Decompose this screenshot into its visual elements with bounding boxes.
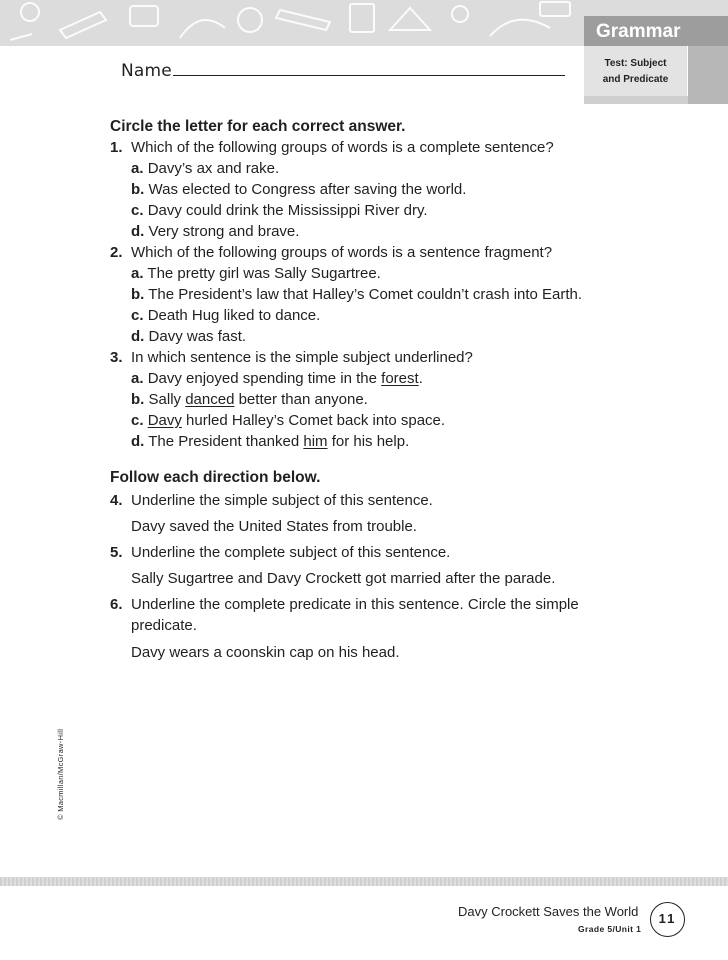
name-line[interactable] [173,75,565,76]
option-letter: d. [131,223,145,240]
test-title-line1: Test: Subject [604,58,667,69]
option-letter: a. [131,370,144,387]
option-text-post: . [418,370,423,387]
question-text-line2: predicate. [131,617,197,634]
question-4 [110,490,670,511]
tab-shadow-bottom [584,96,728,104]
answer-option[interactable] [131,284,670,305]
question-number: 6. [110,596,123,613]
test-title-line2: and Predicate [602,74,669,85]
option-letter: d. [131,433,145,450]
worksheet-content [110,116,670,663]
question-1 [110,137,670,158]
copyright-notice: © Macmillan/McGraw-Hill [56,728,65,820]
name-label: Name [121,61,172,81]
question-text: Which of the following groups of words is a sentence fragment? [131,244,553,261]
answer-option[interactable] [131,158,670,179]
answer-option[interactable] [131,221,670,242]
option-text-post: for his help. [327,433,410,450]
answer-option[interactable] [131,326,670,347]
question-5 [110,542,670,563]
answer-option[interactable] [131,305,670,326]
option-letter: a. [131,265,144,282]
option-text: Very strong and brave. [148,223,300,240]
answer-option[interactable] [131,389,670,410]
question-6 [110,594,670,636]
option-text: Davy’s ax and rake. [147,160,280,177]
option-letter: a. [131,160,144,177]
school-doodles-pattern [0,0,584,46]
option-letter: d. [131,328,145,345]
question-text: Which of the following groups of words is a complete sentence? [131,139,554,156]
question-number: 3. [110,349,123,366]
option-letter: c. [131,307,144,324]
page-number: 11 [650,902,685,937]
question-text: Underline the simple subject of this sentence. [131,492,433,509]
answer-option[interactable] [131,410,670,431]
grade-unit: Grade 5/Unit 1 [578,924,642,934]
option-letter: b. [131,181,145,198]
underlined-word: danced [185,391,235,408]
option-text: Death Hug liked to dance. [147,307,321,324]
option-letter: c. [131,412,144,429]
option-text-post: better than anyone. [234,391,368,408]
option-text-pre: The President thanked [148,433,304,450]
test-title-box [584,46,687,96]
option-text-post: hurled Halley’s Comet back into space. [181,412,446,429]
question-number: 4. [110,492,123,509]
question-number: 1. [110,139,123,156]
question-number: 2. [110,244,123,261]
subject-tab: Grammar [584,16,728,46]
underlined-word: Davy [147,412,182,429]
underlined-word: forest [381,370,419,387]
option-text: Was elected to Congress after saving the world. [148,181,467,198]
question-3 [110,347,670,368]
option-text: Davy was fast. [148,328,247,345]
answer-option[interactable] [131,431,670,452]
answer-option[interactable] [131,179,670,200]
question-2 [110,242,670,263]
option-text-pre: Sally [148,391,186,408]
option-text: The pretty girl was Sally Sugartree. [147,265,381,282]
question-text: In which sentence is the simple subject underlined? [131,349,473,366]
exercise-sentence[interactable]: Davy saved the United States from trouble. [131,518,417,535]
underlined-word: him [303,433,328,450]
section1-heading: Circle the letter for each correct answer. [110,118,406,135]
question-text: Underline the complete subject of this sentence. [131,544,451,561]
footer-band [0,877,728,886]
option-text: Davy could drink the Mississippi River dry. [147,202,428,219]
exercise-sentence[interactable]: Sally Sugartree and Davy Crockett got married after the parade. [131,570,556,587]
answer-option[interactable] [131,200,670,221]
answer-option[interactable] [131,368,670,389]
option-letter: b. [131,391,145,408]
question-text-line1: Underline the complete predicate in this sentence. Circle the simple [131,596,579,613]
option-letter: c. [131,202,144,219]
question-number: 5. [110,544,123,561]
option-text-pre: Davy enjoyed spending time in the [147,370,382,387]
story-title: Davy Crockett Saves the World [458,904,639,919]
option-letter: b. [131,286,145,303]
answer-option[interactable] [131,263,670,284]
question-text [131,594,670,636]
section2-heading: Follow each direction below. [110,469,321,486]
option-text: The President’s law that Halley’s Comet couldn’t crash into Earth. [148,286,583,303]
exercise-sentence[interactable]: Davy wears a coonskin cap on his head. [131,644,400,661]
